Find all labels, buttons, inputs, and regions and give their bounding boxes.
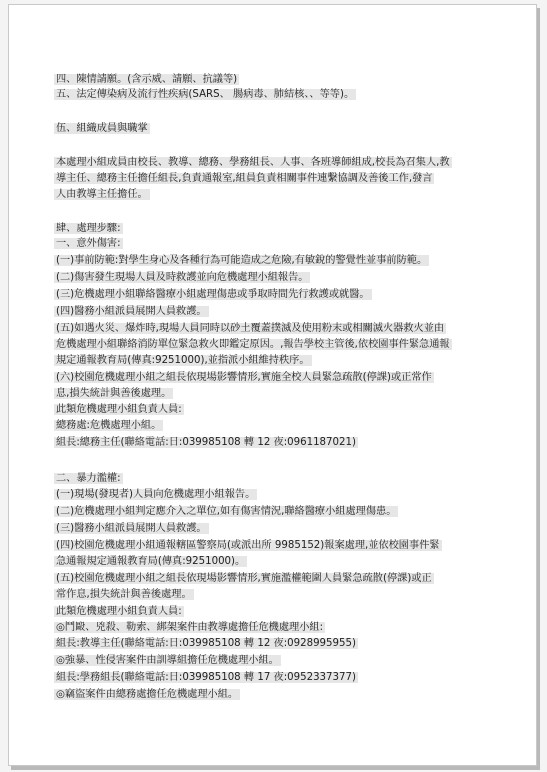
list-item-text: 規定通報教育局(傳真:9251000),並指派小組維持秩序。 <box>56 355 310 366</box>
list-item-continued <box>54 337 452 352</box>
subsection-heading-text: 一、意外傷害: <box>56 238 121 249</box>
text-line-content: 導主任、總務主任擔任組長,負責通報室,組員負責相關事件連繫協調及善後工作,發言 <box>56 173 433 184</box>
subsection-heading <box>54 471 123 486</box>
text-line <box>54 87 356 102</box>
text-line-content: 人由教導主任擔任。 <box>56 189 148 200</box>
list-item-continued <box>54 554 247 569</box>
text-line-content: 五、法定傳染病及流行性疾病(SARS、 腸病毒、肺結核、、等等)。 <box>56 89 355 100</box>
list-item <box>54 521 209 536</box>
list-item <box>54 504 398 519</box>
list-item-continued <box>54 353 312 368</box>
list-item-continued <box>54 386 173 401</box>
list-item <box>54 304 209 319</box>
list-item <box>54 321 446 336</box>
text-line <box>54 418 163 433</box>
list-item <box>54 270 310 285</box>
list-item-text: (一)現場(發現者)人員向危機處理小組報告。 <box>56 489 256 500</box>
text-line-content: 此類危機處理小組負責人員: <box>56 606 182 617</box>
document-page <box>8 4 537 766</box>
list-item-text: (五)校園危機處理小組之組長依現場影響情形,實施濫權範圍人員緊急疏散(停課)或正 <box>56 573 432 584</box>
list-item-text: (四)醫務小組派員展開人員救護。 <box>56 306 207 317</box>
text-line <box>54 653 281 668</box>
text-line-content: 此類危機處理小組負責人員: <box>56 404 182 415</box>
section-heading-text: 伍、組織成員與職掌 <box>56 123 148 134</box>
text-line-content: ◎竊盜案件由總務處擔任危機處理小組。 <box>56 689 239 700</box>
text-line <box>54 171 434 186</box>
list-item-text: (二)傷害發生現場人員及時救護並向危機處理小組報告。 <box>56 272 309 283</box>
list-item-text: (四)校園危機處理小組通報轄區警察局(或派出所 9985152)報案處理,並依校園事件緊 <box>56 540 440 551</box>
list-item-text: (五)如遇火災、爆炸時,現場人員同時以砂土覆蓋撲滅及使用粉末或相關滅火器救火並由 <box>56 323 445 334</box>
text-line-content: ◎強暴、性侵害案件由訓導組擔任危機處理小組。 <box>56 655 279 666</box>
text-line <box>54 687 240 702</box>
list-item-text: 常作息,損失統計與善後處理。 <box>56 589 192 600</box>
contact-line <box>54 636 358 651</box>
text-line <box>54 402 184 417</box>
section-heading <box>54 221 123 236</box>
list-item-text: 危機處理小組聯絡消防單位緊急救火即鑑定原因。,報告學校主管後,依校園事件緊急通報 <box>56 339 450 350</box>
contact-line <box>54 670 358 685</box>
contact-line-text: 組長:學務組長(聯絡電話:日:039985108 轉 17 夜:0952337377) <box>56 672 356 683</box>
text-line <box>54 155 452 170</box>
text-line <box>54 604 184 619</box>
subsection-heading-text: 二、暴力濫權: <box>56 473 121 484</box>
list-item <box>54 253 429 268</box>
list-item-text: 急通報規定通報教育局(傳真:9251000)。 <box>56 556 246 567</box>
list-item-text: (三)醫務小組派員展開人員救護。 <box>56 523 207 534</box>
text-line <box>54 72 239 87</box>
text-line <box>54 187 150 202</box>
list-item-continued <box>54 587 194 602</box>
contact-line <box>54 435 358 450</box>
subsection-heading <box>54 236 123 251</box>
text-line-content: 總務處:危機處理小組。 <box>56 420 162 431</box>
list-item-text: (六)校園危機處理小組之組長依現場影響情形,實施全校人員緊急疏散(停課)或正常作 <box>56 372 432 383</box>
list-item-text: (三)危機處理小組聯絡醫療小組處理傷患或爭取時間先行救護或就醫。 <box>56 289 370 300</box>
text-line-content: ◎鬥毆、兇殺、勒索、綁架案件由教導處擔任危機處理小組: <box>56 622 324 633</box>
list-item <box>54 287 372 302</box>
section-heading-text: 肆、處理步驟: <box>56 223 121 234</box>
text-line-content: 四、陳情請願。(含示威、請願、抗議等) <box>56 74 238 85</box>
list-item-text: (二)危機處理小組判定應介入之單位,如有傷害情況,聯絡醫療小組處理傷患。 <box>56 506 397 517</box>
list-item <box>54 571 434 586</box>
list-item <box>54 487 257 502</box>
list-item <box>54 370 434 385</box>
list-item-text: 息,損失統計與善後處理。 <box>56 388 172 399</box>
text-line-content: 本處理小組成員由校長、教導、總務、學務組長、人事、各班導師組成,校長為召集人,教 <box>56 157 450 168</box>
section-heading <box>54 121 150 136</box>
list-item-text: (一)事前防範:對學生身心及各種行為可能造成之危險,有敏銳的警覺性並事前防範。 <box>56 255 428 266</box>
contact-line-text: 組長:教導主任(聯絡電話:日:039985108 轉 12 夜:0928995955) <box>56 638 356 649</box>
text-line <box>54 620 325 635</box>
contact-line-text: 組長:總務主任(聯絡電話:日:039985108 轉 12 夜:0961187021) <box>56 437 356 448</box>
list-item <box>54 538 442 553</box>
